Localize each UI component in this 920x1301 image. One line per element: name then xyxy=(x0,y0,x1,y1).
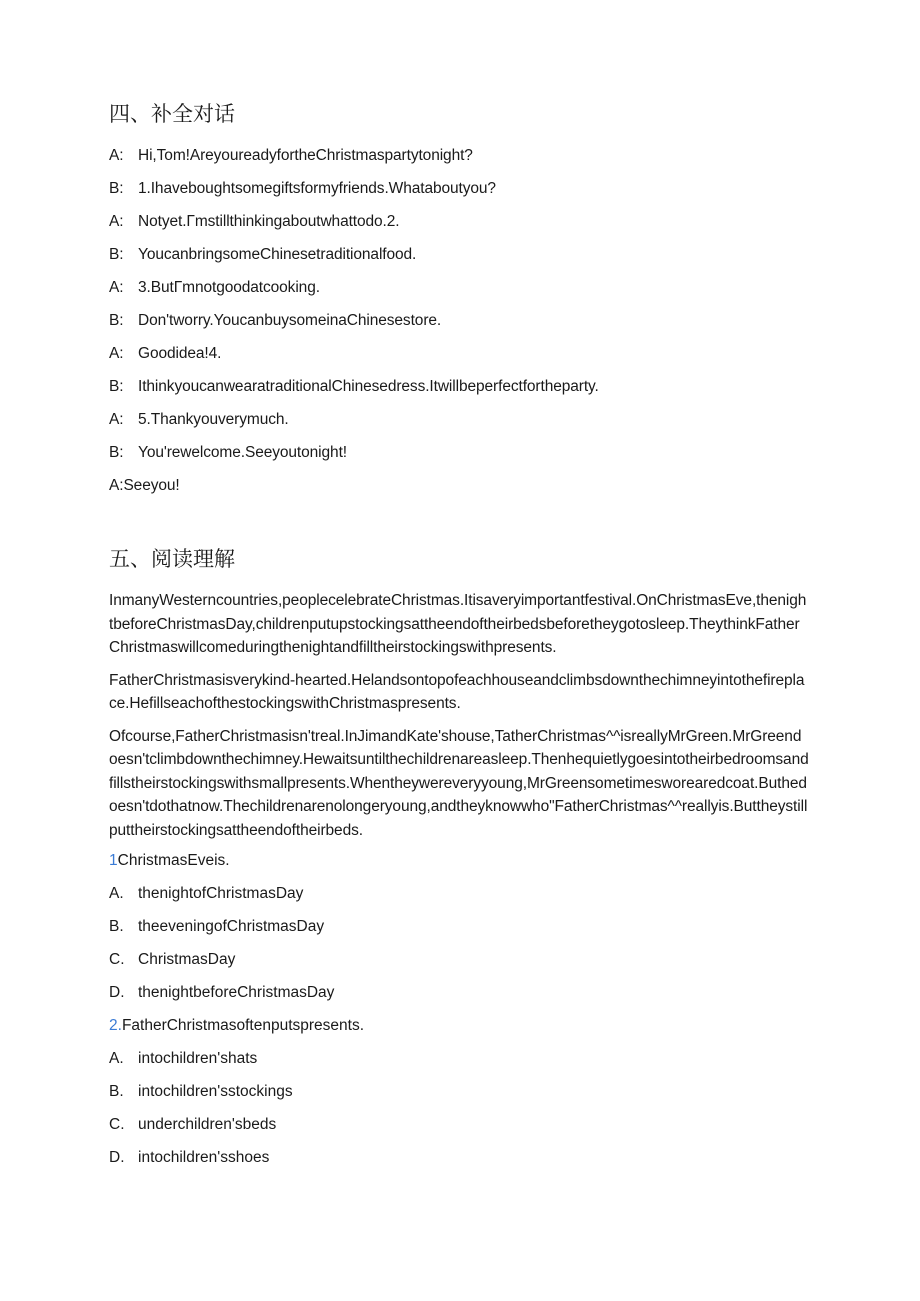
dialogue-line xyxy=(109,443,809,476)
speaker-label: B: xyxy=(109,444,124,461)
speaker-label: A: xyxy=(109,279,124,296)
answer-option[interactable] xyxy=(109,1049,809,1082)
option-text: theeveningofChristmasDay xyxy=(138,918,325,935)
section-5-title: 五、阅读理解 xyxy=(109,547,235,571)
passage-paragraph: FatherChristmasisverykind-hearted.Helandsontopofeachhouseandclimbsdownthechimneyintothefireplace.HefillseachofthestockingswithChristmaspresents. xyxy=(109,671,805,712)
dialogue-line xyxy=(109,377,809,410)
section-4-title: 四、补全对话 xyxy=(109,102,235,126)
dialogue-text: Don'tworry.YoucanbuysomeinaChinesestore. xyxy=(138,312,442,329)
passage-paragraph: Ofcourse,FatherChristmasisn'treal.InJimandKate'shouse,TatherChristmas^^isreallyMrGreen.MrGreendoesn'tclimbdownthechimney.Hewaitsuntilthechildrenareasleep.Thenhequietlygoesintotheirbedroomsandfillstheirstockingswithsmallpresents.Whentheywereveryyoung,MrGreensometimesworearedcoat.Buthedoesn'tdothatnow.Thechildrenarenolongeryoung,andtheyknowwho"FatherChristmas^^reallyis.Buttheystillputtheirstockingsattheendoftheirbeds. xyxy=(109,727,809,839)
dialogue-text: You'rewelcome.Seeyoutonight! xyxy=(138,444,347,461)
option-letter: B. xyxy=(109,1083,124,1100)
question-text: FatherChristmasoftenputspresents. xyxy=(121,1017,365,1034)
question-stem xyxy=(109,1016,809,1049)
option-text: thenightbeforeChristmasDay xyxy=(138,984,335,1001)
dialogue-line xyxy=(109,344,809,377)
passage-paragraph: InmanyWesterncountries,peoplecelebrateChristmas.Itisaveryimportantfestival.OnChristmasEve,thenightbeforeChristmasDay,childrenputupstockingsattheendoftheirbedsbeforetheygotosleep.TheythinkFatherChristmaswillcomeduringthenightandfilltheirstockingswithpresents. xyxy=(109,592,807,656)
answer-option[interactable] xyxy=(109,983,809,1016)
speaker-label: A: xyxy=(109,147,124,164)
answer-option[interactable] xyxy=(109,884,809,917)
dialogue-text: 3.ButΓmnotgoodatcooking. xyxy=(138,279,320,296)
dialogue-text: IthinkyoucanwearatraditionalChinesedress.Itwillbeperfectfortheparty. xyxy=(138,378,599,395)
question-2 xyxy=(109,1016,809,1181)
speaker-label: A: xyxy=(109,213,124,230)
option-letter: D. xyxy=(109,1149,125,1166)
answer-option[interactable] xyxy=(109,1082,809,1115)
speaker-label: A: xyxy=(109,345,124,362)
dialogue-line xyxy=(109,311,809,344)
dialogue-line xyxy=(109,212,809,245)
dialogue-line xyxy=(109,146,809,179)
answer-option[interactable] xyxy=(109,950,809,983)
option-text: intochildren'shats xyxy=(138,1050,258,1067)
option-text: ChristmasDay xyxy=(138,951,236,968)
dialogue-text: YoucanbringsomeChinesetraditionalfood. xyxy=(138,246,417,263)
speaker-label: B: xyxy=(109,378,124,395)
option-text: intochildren'sstockings xyxy=(138,1083,293,1100)
speaker-label: A: xyxy=(109,411,124,428)
option-text: thenightofChristmasDay xyxy=(138,885,304,902)
dialogue-line xyxy=(109,179,809,212)
dialogue-text: 5.Thankyouverymuch. xyxy=(138,411,289,428)
option-letter: A. xyxy=(109,885,124,902)
option-letter: C. xyxy=(109,951,125,968)
question-stem xyxy=(109,851,809,884)
dialogue-line xyxy=(109,410,809,443)
document-page xyxy=(109,96,809,1181)
dialogue xyxy=(109,146,809,509)
option-text: intochildren'sshoes xyxy=(138,1149,270,1166)
speaker-label: B: xyxy=(109,312,124,329)
speaker-label: B: xyxy=(109,246,124,263)
option-letter: B. xyxy=(109,918,124,935)
option-letter: D. xyxy=(109,984,125,1001)
dialogue-line xyxy=(109,245,809,278)
dialogue-line xyxy=(109,278,809,311)
dialogue-text: Goodidea!4. xyxy=(138,345,222,362)
dialogue-text: Hi,Tom!AreyoureadyfortheChristmaspartytonight? xyxy=(138,147,473,164)
option-letter: A. xyxy=(109,1050,124,1067)
answer-option[interactable] xyxy=(109,1115,809,1148)
question-1 xyxy=(109,851,809,1016)
dialogue-closing: A:Seeyou! xyxy=(109,477,180,494)
option-letter: C. xyxy=(109,1116,125,1133)
answer-option[interactable] xyxy=(109,917,809,950)
question-number: 1 xyxy=(109,852,118,869)
answer-option[interactable] xyxy=(109,1148,809,1181)
dialogue-text: 1.Ihaveboughtsomegiftsformyfriends.Whataboutyou? xyxy=(138,180,496,197)
option-text: underchildren'sbeds xyxy=(138,1116,277,1133)
speaker-label: B: xyxy=(109,180,124,197)
question-text: ChristmasEveis. xyxy=(117,852,230,869)
dialogue-text: Notyet.Γmstillthinkingaboutwhattodo.2. xyxy=(138,213,400,230)
reading-passage xyxy=(109,589,809,842)
question-number: 2. xyxy=(109,1017,122,1034)
